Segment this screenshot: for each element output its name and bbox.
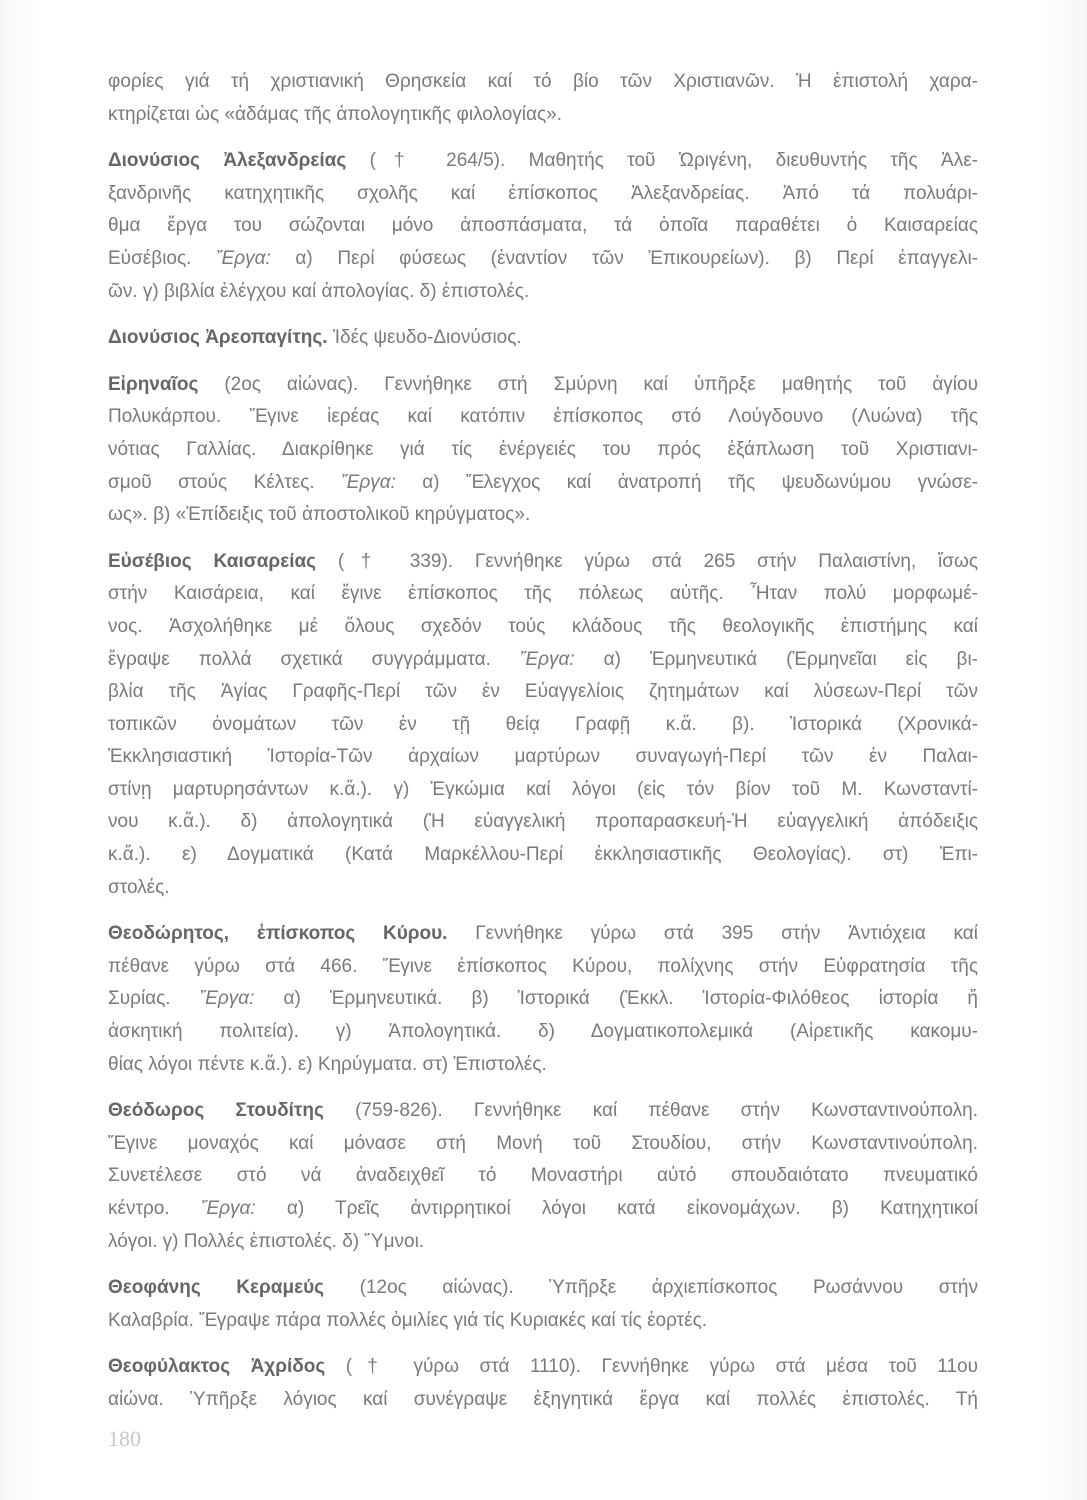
entry-name: Θεοφύλακτος Ἀχρίδος [108, 1356, 326, 1378]
text-line [108, 467, 978, 500]
body-text: θίας λόγοι πέντε κ.ἄ.). ε) Κηρύγματα. στ) Ἐπιστολές. [108, 1053, 547, 1075]
body-text: ἀσκητική πολιτεία). γ) Ἀπολογητικά. δ) Δογματικοπολεμικά (Αἱρετικῆς κακομυ- [108, 1021, 978, 1043]
text-line [108, 434, 978, 467]
glossary-entry [108, 322, 978, 355]
text-line [108, 1384, 978, 1417]
text-line [108, 1016, 978, 1049]
entry-name: Διονύσιος Ἀρεοπαγίτης. [108, 327, 328, 349]
text-line [108, 1128, 978, 1161]
entry-name: Διονύσιος Ἀλεξανδρείας [108, 150, 347, 172]
works-label: Ἔργα: [200, 1198, 256, 1219]
glossary-entry [108, 1272, 978, 1337]
text-line [108, 1049, 978, 1082]
text-line [108, 1272, 978, 1305]
text-line [108, 210, 978, 243]
body-text: α) Τρεῖς ἀντιρρητικοί λόγοι κατά εἰκονομάχων. β) Κατηχητικοί [255, 1198, 978, 1219]
text-line [108, 1160, 978, 1193]
body-text: βλία τῆς Ἁγίας Γραφῆς-Περί τῶν ἐν Εὐαγγελίοις ζητημάτων καί λύσεων-Περί τῶν [108, 681, 978, 703]
text-line [108, 66, 978, 99]
text-line [108, 806, 978, 839]
text-line [108, 178, 978, 211]
text-line [108, 676, 978, 709]
text-line [108, 983, 978, 1016]
body-text: (2ος αἰώνας). Γεννήθηκε στή Σμύρνη καί ὑπῆρξε μαθητής τοῦ ἁγίου [198, 373, 978, 395]
body-text: ἔγραψε πολλά σχετικά συγγράμματα. [108, 648, 520, 670]
text-line [108, 145, 978, 178]
body-text: κέντρο. [108, 1198, 201, 1219]
works-label: Ἔργα: [519, 648, 575, 670]
glossary-entry [108, 918, 978, 1081]
body-text: ξανδρινῆς κατηχητικῆς σχολῆς καί ἐπίσκοπος Ἀλεξανδρείας. Ἀπό τά πολυάρι- [108, 182, 978, 204]
works-label: Ἔργα: [199, 988, 255, 1010]
text-line [108, 774, 978, 807]
text-line [108, 322, 978, 355]
text-line [108, 401, 978, 434]
body-text: Εὐσέβιος. [108, 247, 217, 269]
text-line [108, 1351, 978, 1384]
text-line [108, 499, 978, 532]
body-text: α) Περί φύσεως (ἐναντίον τῶν Ἐπικουρείων). β) Περί ἐπαγγελι- [270, 247, 978, 269]
body-text: νου κ.ἄ.). δ) ἀπολογητικά (Ἡ εὐαγγελική προπαρασκευή-Ἡ εὐαγγελική ἀπόδειξις [108, 811, 978, 833]
text-line [108, 872, 978, 905]
body-text: α) Ἔλεγχος καί ἀνατροπή τῆς ψευδωνύμου γνώσε- [395, 471, 978, 493]
text-line [108, 839, 978, 872]
entry-name: Θεοδώρητος, ἐπίσκοπος Κύρου. [108, 923, 448, 945]
body-text: τοπικῶν ὀνομάτων τῶν ἐν τῇ θείᾳ Γραφῇ κ.ἄ. β). Ἱστορικά (Χρονικά- [108, 713, 978, 735]
text-line [108, 611, 978, 644]
entry-name: Εὐσέβιος Καισαρείας [108, 550, 317, 572]
body-text: θμα ἔργα του σώζονται μόνο ἀποσπάσματα, τά ὁποῖα παραθέτει ὁ Καισαρείας [108, 215, 978, 237]
glossary-entry [108, 546, 978, 905]
body-text: († 264/5). Μαθητής τοῦ Ὠριγένη, διευθυντής τῆς Ἀλε- [346, 150, 978, 172]
body-text: φορίες γιά τή χριστιανική Θρησκεία καί τό βίο τῶν Χριστιανῶν. Ἡ ἐπιστολή χαρα- [108, 71, 978, 92]
entry-name: Θεοφάνης Κεραμεύς [108, 1277, 325, 1299]
body-text: Ἰδές ψευδο-Διονύσιος. [327, 327, 522, 349]
body-text: αἰώνα. Ὑπῆρξε λόγιος καί συνέγραψε ἐξηγητικά ἔργα καί πολλές ἐπιστολές. Τή [108, 1388, 978, 1410]
body-text: α) Ἑρμηνευτικά (Ἑρμηνεῖαι εἰς βι- [574, 648, 978, 670]
text-line [108, 578, 978, 611]
body-text: Καλαβρία. Ἔγραψε πάρα πολλές ὁμιλίες γιά τίς Κυριακές καί τίς ἑορτές. [108, 1309, 708, 1331]
text-line [108, 1305, 978, 1338]
body-text: ως». β) «Ἐπίδειξις τοῦ ἀποστολικοῦ κηρύγματος». [108, 504, 531, 526]
document-page [108, 66, 978, 1431]
body-text: Συρίας. [108, 988, 200, 1010]
text-line [108, 243, 978, 276]
glossary-entry [108, 1351, 978, 1416]
body-text: († γύρω στά 1110). Γεννήθηκε γύρω στά μέσα τοῦ 11ου [325, 1356, 978, 1378]
text-line [108, 546, 978, 579]
body-text: (12ος αἰώνας). Ὑπῆρξε ἀρχιεπίσκοπος Ρωσάννου στήν [324, 1277, 978, 1299]
text-line [108, 99, 978, 132]
body-text: νος. Ἀσχολήθηκε μέ ὅλους σχεδόν τούς κλάδους τῆς θεολογικῆς ἐπιστήμης καί [108, 615, 978, 637]
body-text: στίνῃ μαρτυρησάντων κ.ἄ.). γ) Ἐγκώμια καί λόγοι (εἰς τόν βίον τοῦ Μ. Κωνσταντί- [108, 778, 978, 800]
text-line [108, 644, 978, 677]
body-text: Πολυκάρπου. Ἔγινε ἱερέας καί κατόπιν ἐπίσκοπος στό Λούγδουνο (Λυώνα) τῆς [108, 406, 978, 428]
glossary-entry [108, 1095, 978, 1258]
body-text: κ.ἄ.). ε) Δογματικά (Κατά Μαρκέλλου-Περί ἐκκλησιαστικῆς Θεολογίας). στ) Ἐπι- [108, 844, 978, 866]
text-line [108, 951, 978, 984]
works-label: Ἔργα: [216, 247, 271, 269]
text-line [108, 709, 978, 742]
glossary-entry [108, 369, 978, 532]
body-text: Ἔγινε μοναχός καί μόνασε στή Μονή τοῦ Στουδίου, στήν Κωνσταντινούπολη. [108, 1132, 978, 1154]
text-line [108, 741, 978, 774]
text-line [108, 918, 978, 951]
body-text: († 339). Γεννήθηκε γύρω στά 265 στήν Παλαιστίνη, ἴσως [316, 550, 978, 572]
body-text: α) Ἑρμηνευτικά. β) Ἱστορικά (Ἐκκλ. Ἱστορία-Φιλόθεος ἱστορία ἤ [254, 988, 978, 1010]
text-line [108, 1095, 978, 1128]
text-line [108, 1193, 978, 1226]
page-number: 180 [108, 1426, 141, 1451]
body-text: Συνετέλεσε στό νά ἀναδειχθεῖ τό Μοναστήρι αὐτό σπουδαιότατο πνευματικό [108, 1165, 978, 1187]
glossary-entry [108, 66, 978, 131]
body-text: κτηρίζεται ὡς «ἀδάμας τῆς ἀπολογητικῆς φιλολογίας». [108, 103, 562, 125]
body-text: ῶν. γ) βιβλία ἐλέγχου καί ἀπολογίας. δ) ἐπιστολές. [108, 280, 530, 302]
body-text: (759-826). Γεννήθηκε καί πέθανε στήν Κωνσταντινούπολη. [323, 1100, 978, 1122]
glossary-entry [108, 145, 978, 308]
body-text: νότιας Γαλλίας. Διακρίθηκε γιά τίς ἐνέργειές του πρός ἐξάπλωση τοῦ Χριστιανι- [108, 438, 978, 460]
body-text: στολές. [108, 876, 170, 898]
body-text: στήν Καισάρεια, καί ἔγινε ἐπίσκοπος τῆς πόλεως αὐτῆς. Ἦταν πολύ μορφωμέ- [108, 583, 978, 605]
body-text: λόγοι. γ) Πολλές ἐπιστολές. δ) Ὕμνοι. [108, 1230, 425, 1252]
entry-name: Εἰρηναῖος [108, 373, 199, 395]
body-text: Γεννήθηκε γύρω στά 395 στήν Ἀντιόχεια καί [447, 923, 978, 945]
body-text: πέθανε γύρω στά 466. Ἔγινε ἐπίσκοπος Κύρου, πολίχνης στήν Εὐφρατησία τῆς [108, 955, 978, 977]
works-label: Ἔργα: [341, 471, 396, 493]
body-text: Ἐκκλησιαστική Ἱστορία-Τῶν ἀρχαίων μαρτύρων συναγωγή-Περί τῶν ἐν Παλαι- [108, 746, 978, 768]
body-text: σμοῦ στούς Κέλτες. [108, 471, 342, 493]
text-line [108, 369, 978, 402]
text-line [108, 276, 978, 309]
entry-name: Θεόδωρος Στουδίτης [108, 1100, 324, 1122]
text-line [108, 1226, 978, 1259]
